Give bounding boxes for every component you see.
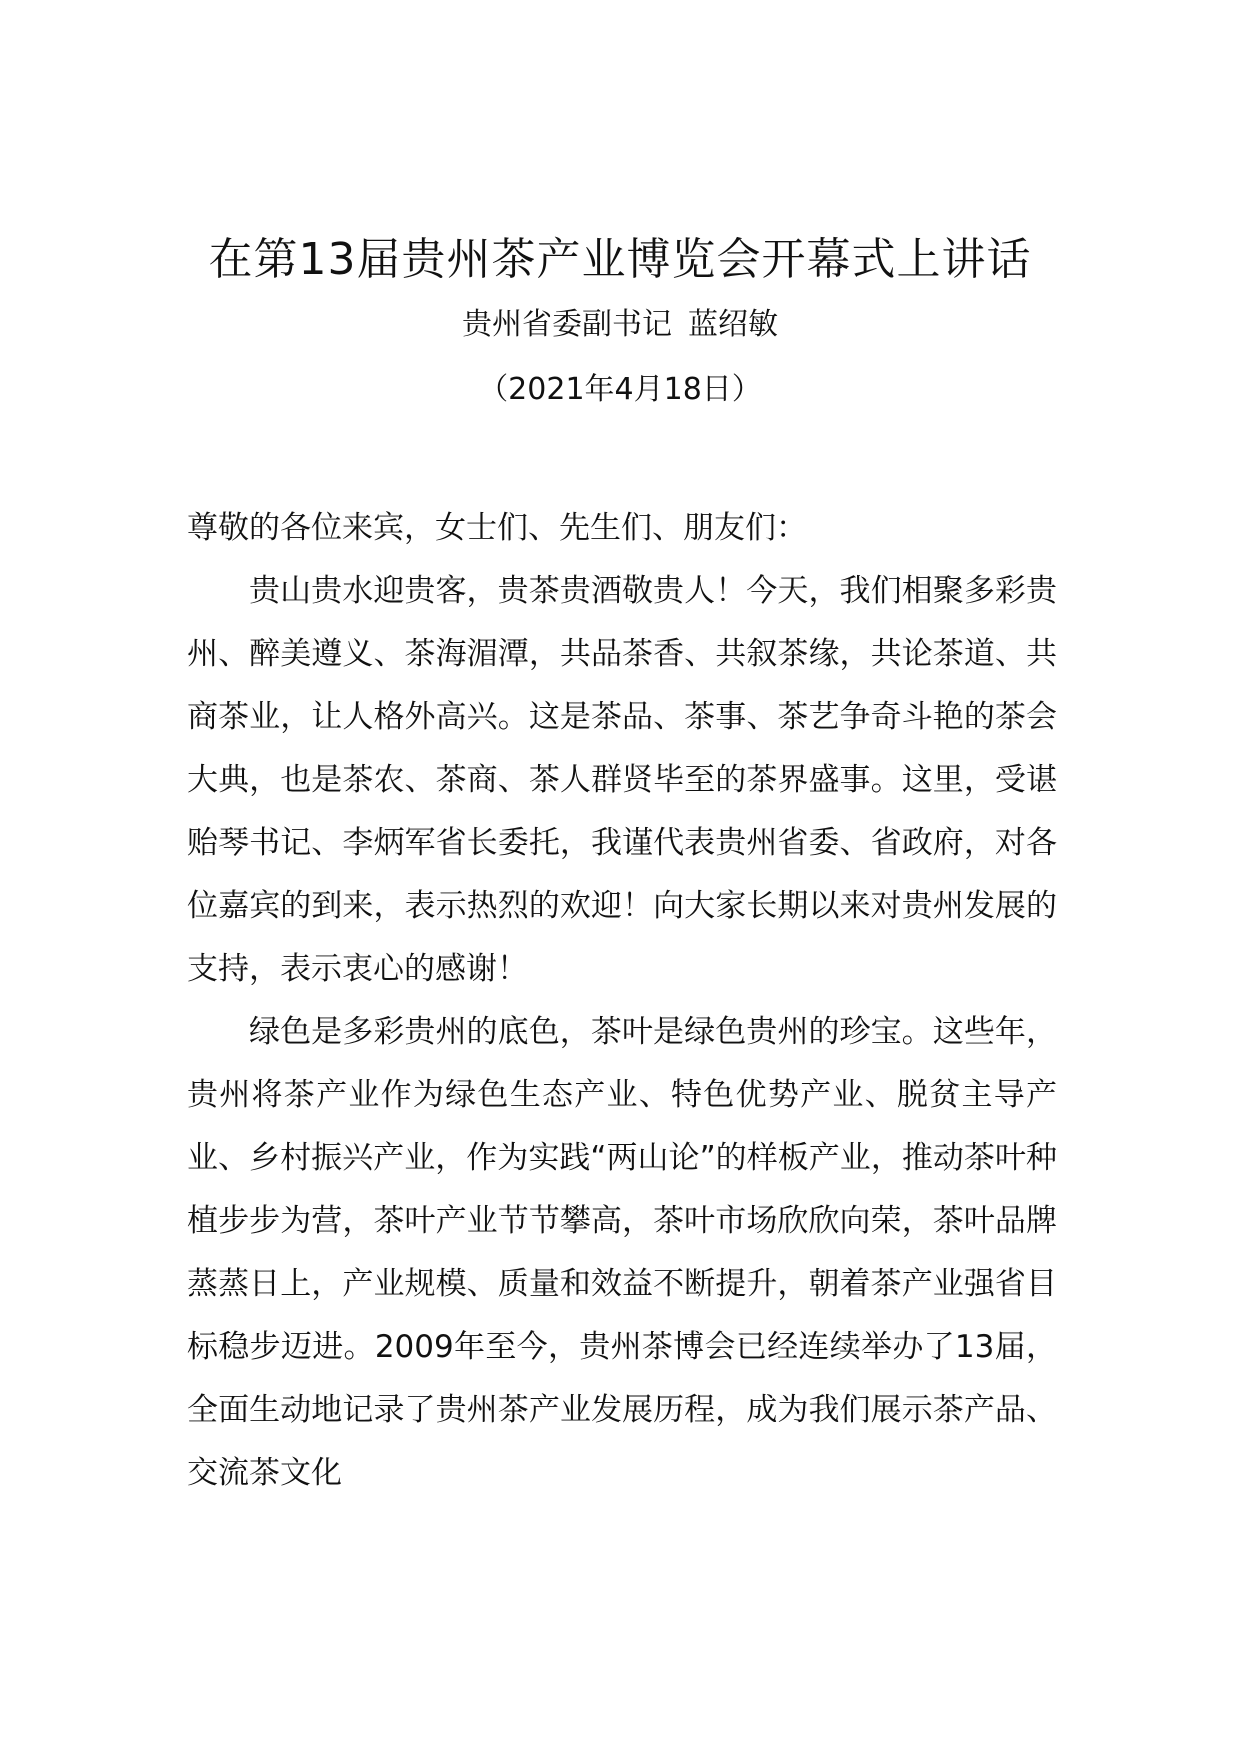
author-title: 贵州省委副书记 [462, 307, 672, 342]
paragraph: 贵山贵水迎贵客，贵茶贵酒敬贵人！今天，我们相聚多彩贵州、醉美遵义、茶海湄潭，共品茶香、共叙茶缘，共论茶道、共商茶业，让人格外高兴。这是茶品、茶事、茶艺争奇斗艳的茶会大典，也是茶农、茶商、茶人群贤毕至的茶界盛事。这里，受谌贻琴书记、李炳军省长委托，我谨代表贵州省委、省政府，对各位嘉宾的到来，表示热烈的欢迎！向大家长期以来对贵州发展的支持，表示衷心的感谢！ [187, 573, 1057, 987]
speech-body [187, 497, 1057, 1505]
document-title: 在第13届贵州茶产业博览会开幕式上讲话 [208, 234, 1032, 285]
speech-date: （2021年4月18日） [478, 372, 762, 407]
salutation: 尊敬的各位来宾，女士们、先生们、朋友们： [187, 510, 807, 546]
author-line [0, 305, 1240, 345]
author-name: 蓝绍敏 [688, 307, 778, 342]
paragraph: 绿色是多彩贵州的底色，茶叶是绿色贵州的珍宝。这些年，贵州将茶产业作为绿色生态产业、特色优势产业、脱贫主导产业、乡村振兴产业，作为实践“两山论”的样板产业，推动茶叶种植步步为营，茶叶产业节节攀高，茶叶市场欣欣向荣，茶叶品牌蒸蒸日上，产业规模、质量和效益不断提升，朝着茶产业强省目标稳步迈进。2009年至今，贵州茶博会已经连续举办了13届，全面生动地记录了贵州茶产业发展历程，成为我们展示茶产品、交流茶文化 [187, 1014, 1057, 1491]
